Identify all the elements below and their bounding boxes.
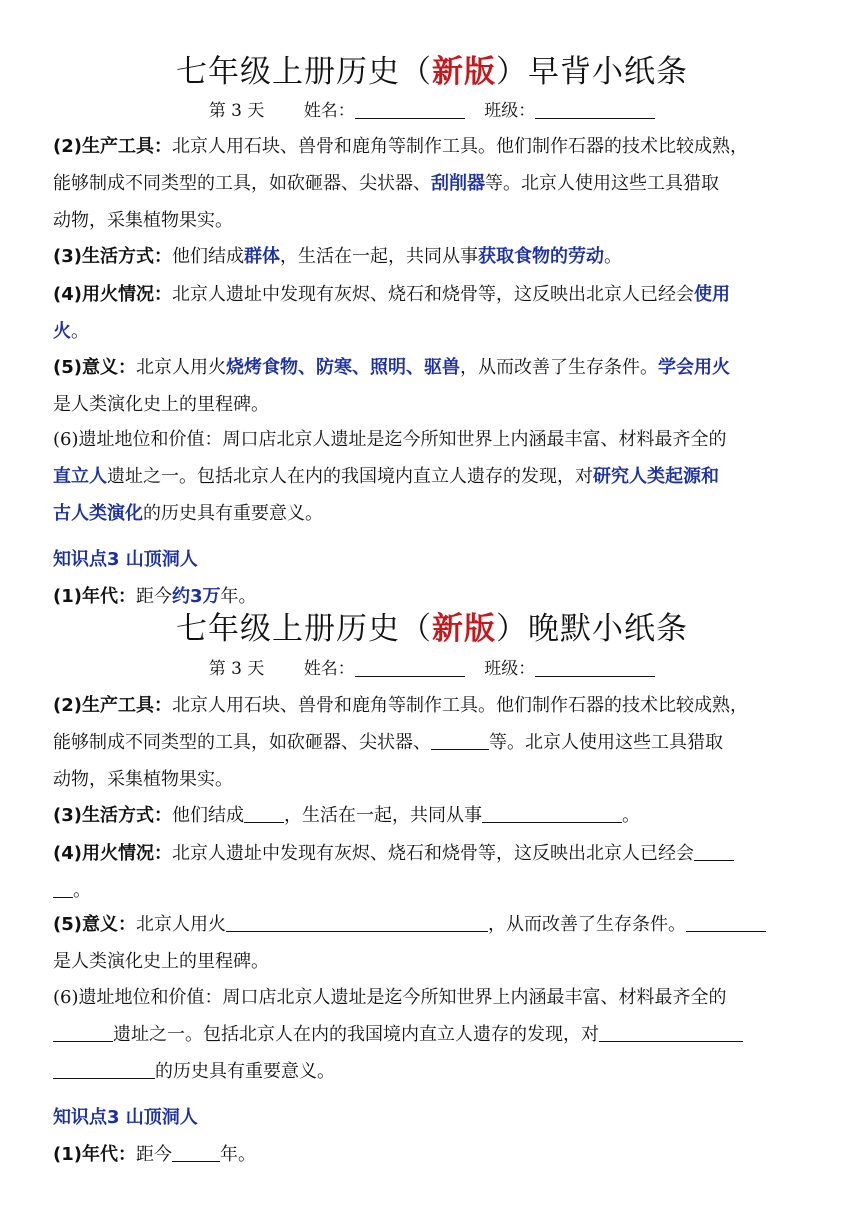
morning-item-5-keyword-2: 学会用火 (657, 357, 730, 378)
evening-item-1-heading: (1)年代： (53, 1144, 136, 1165)
evening-blank-fire-uses[interactable] (226, 911, 488, 932)
morning-item-1-keyword: 约3万 (171, 586, 221, 607)
evening-item-2 (53, 687, 823, 798)
evening-blank-fire-1[interactable] (694, 840, 734, 861)
morning-item-2-text-4: 动物，采集植物果实。 (53, 210, 233, 231)
evening-item-6 (53, 979, 823, 1090)
morning-item-5-text-1: 北京人用火 (135, 357, 226, 378)
morning-item-6-text-2: 遗址之一。包括北京人在内的我国境内直立人遗存的发现，对 (107, 466, 593, 487)
evening-name-field[interactable] (355, 658, 465, 677)
morning-title-suffix: ）早背小纸条 (496, 54, 688, 90)
morning-item-2-keyword: 刮削器 (431, 173, 485, 194)
evening-item-3-text-2: ，生活在一起，共同从事 (283, 805, 482, 826)
morning-item-3-text-3: 。 (603, 246, 622, 267)
morning-item-2-text-3: 等。北京人使用这些工具猎取 (485, 173, 719, 194)
evening-blank-research-2[interactable] (53, 1058, 155, 1079)
morning-item-3-keyword-2: 获取食物的劳动 (477, 246, 604, 267)
evening-item-6-text-1: (6)遗址地位和价值：周口店北京人遗址是迄今所知世界上内涵最丰富、材料最齐全的 (53, 987, 727, 1008)
evening-item-4-text-2: 。 (73, 880, 91, 901)
morning-title-prefix: 七年级上册历史（ (176, 54, 432, 90)
evening-item-1-text-1: 距今 (135, 1144, 172, 1165)
evening-item-5-text-2: ，从而改善了生存条件。 (487, 914, 686, 935)
evening-day-label: 第 3 天 (208, 659, 265, 679)
morning-item-3-text-1: 他们结成 (171, 246, 244, 267)
morning-item-4-heading: (4)用火情况： (53, 284, 172, 305)
morning-item-4 (53, 276, 823, 350)
evening-item-6-text-2: 遗址之一。包括北京人在内的我国境内直立人遗存的发现，对 (113, 1024, 599, 1045)
evening-item-2-text-3: 等。北京人使用这些工具猎取 (489, 732, 723, 753)
evening-blank-hominid[interactable] (53, 1021, 113, 1042)
evening-class-label: 班级： (484, 659, 536, 679)
evening-title-highlight: 新版 (432, 611, 496, 647)
morning-item-2-heading: (2)生产工具： (53, 136, 172, 157)
morning-item-5-text-3: 是人类演化史上的里程碑。 (53, 394, 269, 415)
morning-name-field[interactable] (355, 100, 465, 119)
morning-title-highlight: 新版 (432, 54, 496, 90)
evening-item-3-heading: (3)生活方式： (53, 805, 172, 826)
evening-item-3 (53, 797, 823, 834)
morning-item-6 (53, 421, 823, 532)
evening-item-1-text-2: 年。 (219, 1144, 256, 1165)
morning-item-2 (53, 128, 823, 239)
evening-blank-fire-2[interactable] (53, 877, 73, 898)
morning-item-4-text-1: 北京人遗址中发现有灰烬、烧石和烧骨等，这反映出北京人已经会 (171, 284, 694, 305)
evening-title-suffix: ）晚默小纸条 (496, 611, 688, 647)
evening-title (0, 609, 864, 649)
morning-item-1-heading: (1)年代： (53, 586, 136, 607)
morning-item-6-keyword-1: 直立人 (53, 466, 107, 487)
morning-item-5 (53, 349, 823, 423)
evening-item-4-heading: (4)用火情况： (53, 843, 172, 864)
morning-kp3-heading: 知识点3 山顶洞人 (53, 549, 198, 570)
morning-item-2-text-2: 能够制成不同类型的工具，如砍砸器、尖状器、 (53, 173, 431, 194)
morning-item-6-text-3: 的历史具有重要意义。 (143, 503, 323, 524)
evening-title-prefix: 七年级上册历史（ (176, 611, 432, 647)
evening-item-2-text-1: 北京人用石块、兽骨和鹿角等制作工具。他们制作石器的技术比较成熟， (171, 695, 748, 716)
evening-item-3-text-1: 他们结成 (171, 805, 244, 826)
evening-item-6-text-3: 的历史具有重要意义。 (155, 1061, 335, 1082)
morning-name-label: 姓名： (303, 101, 355, 121)
evening-class-field[interactable] (535, 658, 655, 677)
morning-item-1-text-1: 距今 (135, 586, 172, 607)
evening-blank-research-1[interactable] (599, 1021, 743, 1042)
morning-knowledge-point-3 (53, 541, 823, 578)
evening-blank-milestone[interactable] (686, 911, 766, 932)
evening-kp3-heading: 知识点3 山顶洞人 (53, 1107, 198, 1128)
morning-class-label: 班级： (484, 101, 536, 121)
evening-blank-group[interactable] (244, 802, 284, 823)
morning-item-3-heading: (3)生活方式： (53, 246, 172, 267)
morning-item-6-keyword-2: 研究人类起源和 (593, 466, 719, 487)
morning-item-4-keyword-1: 使用 (693, 284, 730, 305)
morning-item-3-keyword-1: 群体 (243, 246, 280, 267)
morning-item-5-text-2: ，从而改善了生存条件。 (459, 357, 658, 378)
evening-item-2-text-2: 能够制成不同类型的工具，如砍砸器、尖状器、 (53, 732, 431, 753)
morning-item-4-text-2: 。 (71, 321, 89, 342)
morning-meta-row (0, 98, 864, 124)
evening-item-5-text-1: 北京人用火 (135, 914, 226, 935)
morning-title (0, 52, 864, 92)
morning-item-6-text-1: (6)遗址地位和价值：周口店北京人遗址是迄今所知世界上内涵最丰富、材料最齐全的 (53, 429, 727, 450)
morning-day-label: 第 3 天 (208, 101, 265, 121)
evening-item-2-heading: (2)生产工具： (53, 695, 172, 716)
evening-item-5-text-3: 是人类演化史上的里程碑。 (53, 951, 269, 972)
evening-item-3-text-3: 。 (621, 805, 640, 826)
evening-item-4 (53, 835, 823, 909)
evening-blank-era[interactable] (172, 1141, 220, 1162)
evening-blank-tool[interactable] (431, 729, 489, 750)
morning-item-1-text-2: 年。 (220, 586, 257, 607)
evening-item-5-heading: (5)意义： (53, 914, 136, 935)
morning-class-field[interactable] (535, 100, 655, 119)
evening-blank-labor[interactable] (482, 802, 622, 823)
evening-item-1 (53, 1136, 823, 1173)
evening-item-2-text-4: 动物，采集植物果实。 (53, 769, 233, 790)
morning-item-4-keyword-2: 火 (53, 321, 71, 342)
evening-item-4-text-1: 北京人遗址中发现有灰烬、烧石和烧骨等，这反映出北京人已经会 (171, 843, 694, 864)
morning-item-5-heading: (5)意义： (53, 357, 136, 378)
evening-item-5 (53, 906, 823, 980)
morning-item-2-text-1: 北京人用石块、兽骨和鹿角等制作工具。他们制作石器的技术比较成熟， (171, 136, 748, 157)
evening-meta-row (0, 656, 864, 682)
evening-name-label: 姓名： (303, 659, 355, 679)
morning-item-5-keyword-1: 烧烤食物、防寒、照明、驱兽 (225, 357, 460, 378)
evening-knowledge-point-3 (53, 1099, 823, 1136)
morning-item-6-keyword-3: 古人类演化 (53, 503, 143, 524)
morning-item-3-text-2: ，生活在一起，共同从事 (279, 246, 478, 267)
morning-item-3 (53, 238, 823, 275)
